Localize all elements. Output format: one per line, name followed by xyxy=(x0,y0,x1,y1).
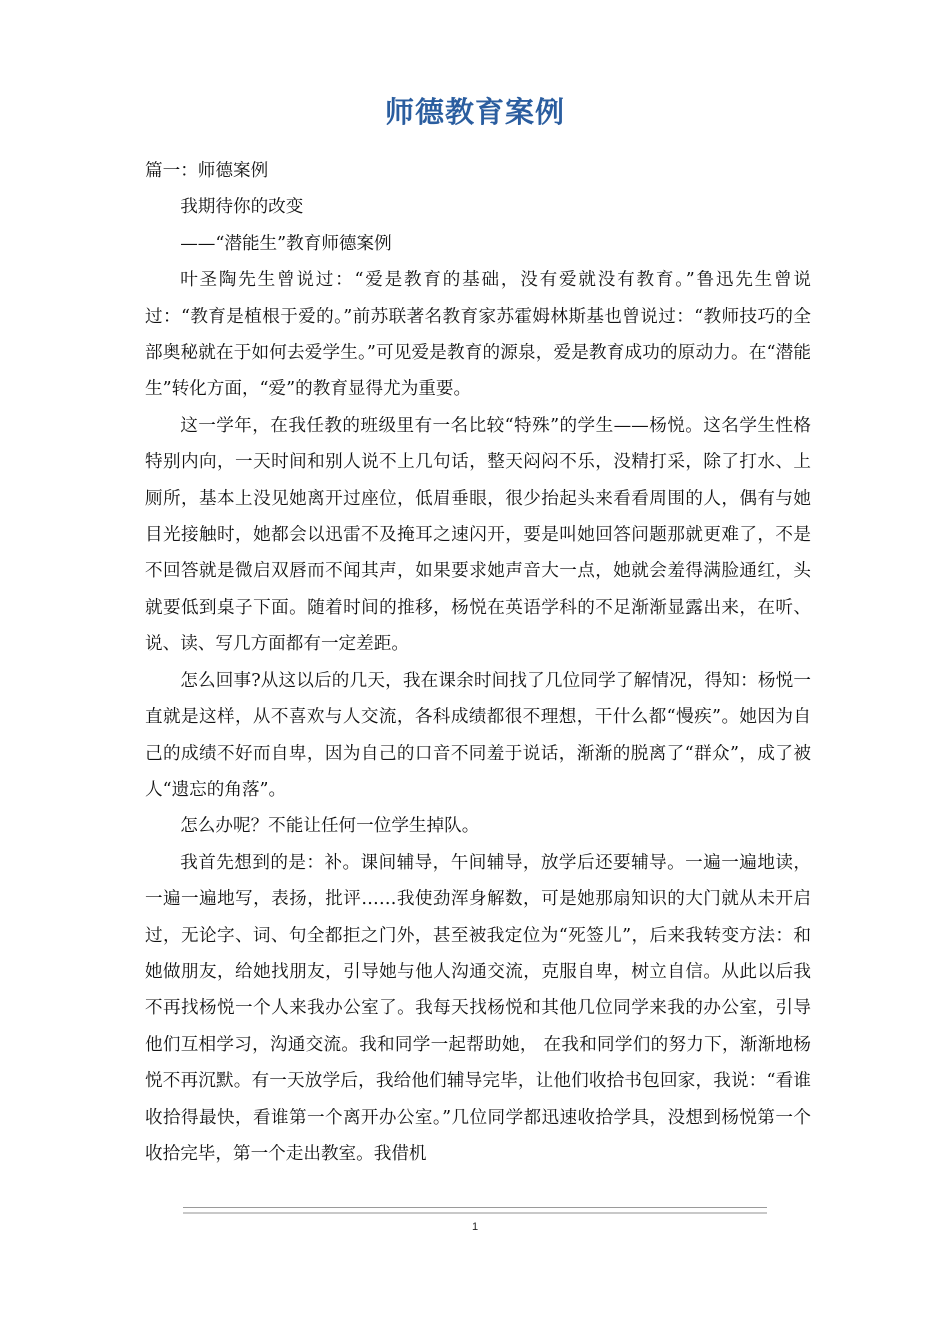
document-title: 师德教育案例 xyxy=(384,95,565,129)
document-body xyxy=(145,153,811,1172)
article-title: 我期待你的改变 xyxy=(180,197,304,218)
footer-divider xyxy=(183,1207,767,1214)
section-heading: 篇一：师德案例 xyxy=(145,161,269,181)
paragraph: 这一学年，在我任教的班级里有一名比较“特殊”的学生——杨悦。这名学生性格特别内向，一天时间和别人说不上几句话，整天闷闷不乐，没精打采，除了打水、上厕所，基本上没见她离开过座位，低眉垂眼，很少抬起头来看看周围的人，偶有与她目光接触时，她都会以迅雷不及掩耳之速闪开，要是叫她回答问题那就更难了，不是不回答就是微启双唇而不闻其声，如果要求她声音大一点，她就会羞得满脸通红，头就要低到桌子下面。随着时间的推移，杨悦在英语学科的不足渐渐显露出来，在听、说、读、写几方面都有一定差距。 xyxy=(145,415,811,655)
paragraph: 怎么办呢？不能让任何一位学生掉队。 xyxy=(180,816,480,837)
page-number: 1 xyxy=(471,1221,479,1233)
paragraph: 怎么回事?从这以后的几天，我在课余时间找了几位同学了解情况，得知：杨悦一直就是这样，从不喜欢与人交流，各科成绩都很不理想，干什么都“慢疾”。她因为自己的成绩不好而自卑，因为自己的口音不同羞于说话，渐渐的脱离了“群众”，成了被人“遗忘的角落”。 xyxy=(145,670,811,800)
paragraph: 叶圣陶先生曾说过：“爱是教育的基础，没有爱就没有教育。”鲁迅先生曾说过：“教育是植根于爱的。”前苏联著名教育家苏霍姆林斯基也曾说过：“教师技巧的全部奥秘就在于如何去爱学生。”可见爱是教育的源泉，爱是教育成功的原动力。在“潜能生”转化方面，“爱”的教育显得尤为重要。 xyxy=(145,270,811,400)
paragraph: 我首先想到的是：补。课间辅导，午间辅导，放学后还要辅导。一遍一遍地读，一遍一遍地写，表扬，批评……我使劲浑身解数，可是她那扇知识的大门就从未开启过，无论字、词、句全都拒之门外，甚至被我定位为“死签儿”，后来我转变方法：和她做朋友，给她找朋友，引导她与他人沟通交流，克服自卑，树立自信。从此以后我不再找杨悦一个人来我办公室了。我每天找杨悦和其他几位同学来我的办公室，引导他们互相学习，沟通交流。我和同学一起帮助她， 在我和同学们的努力下，渐渐地杨悦不再沉默。有一天放学后，我给他们辅导完毕，让他们收拾书包回家，我说：“看谁收拾得最快，看谁第一个离开办公室。”几位同学都迅速收拾学具，没想到杨悦第一个收拾完毕，第一个走出教室。我借机 xyxy=(145,852,811,1164)
article-subtitle: ——“潜能生”教育师德案例 xyxy=(180,233,392,254)
